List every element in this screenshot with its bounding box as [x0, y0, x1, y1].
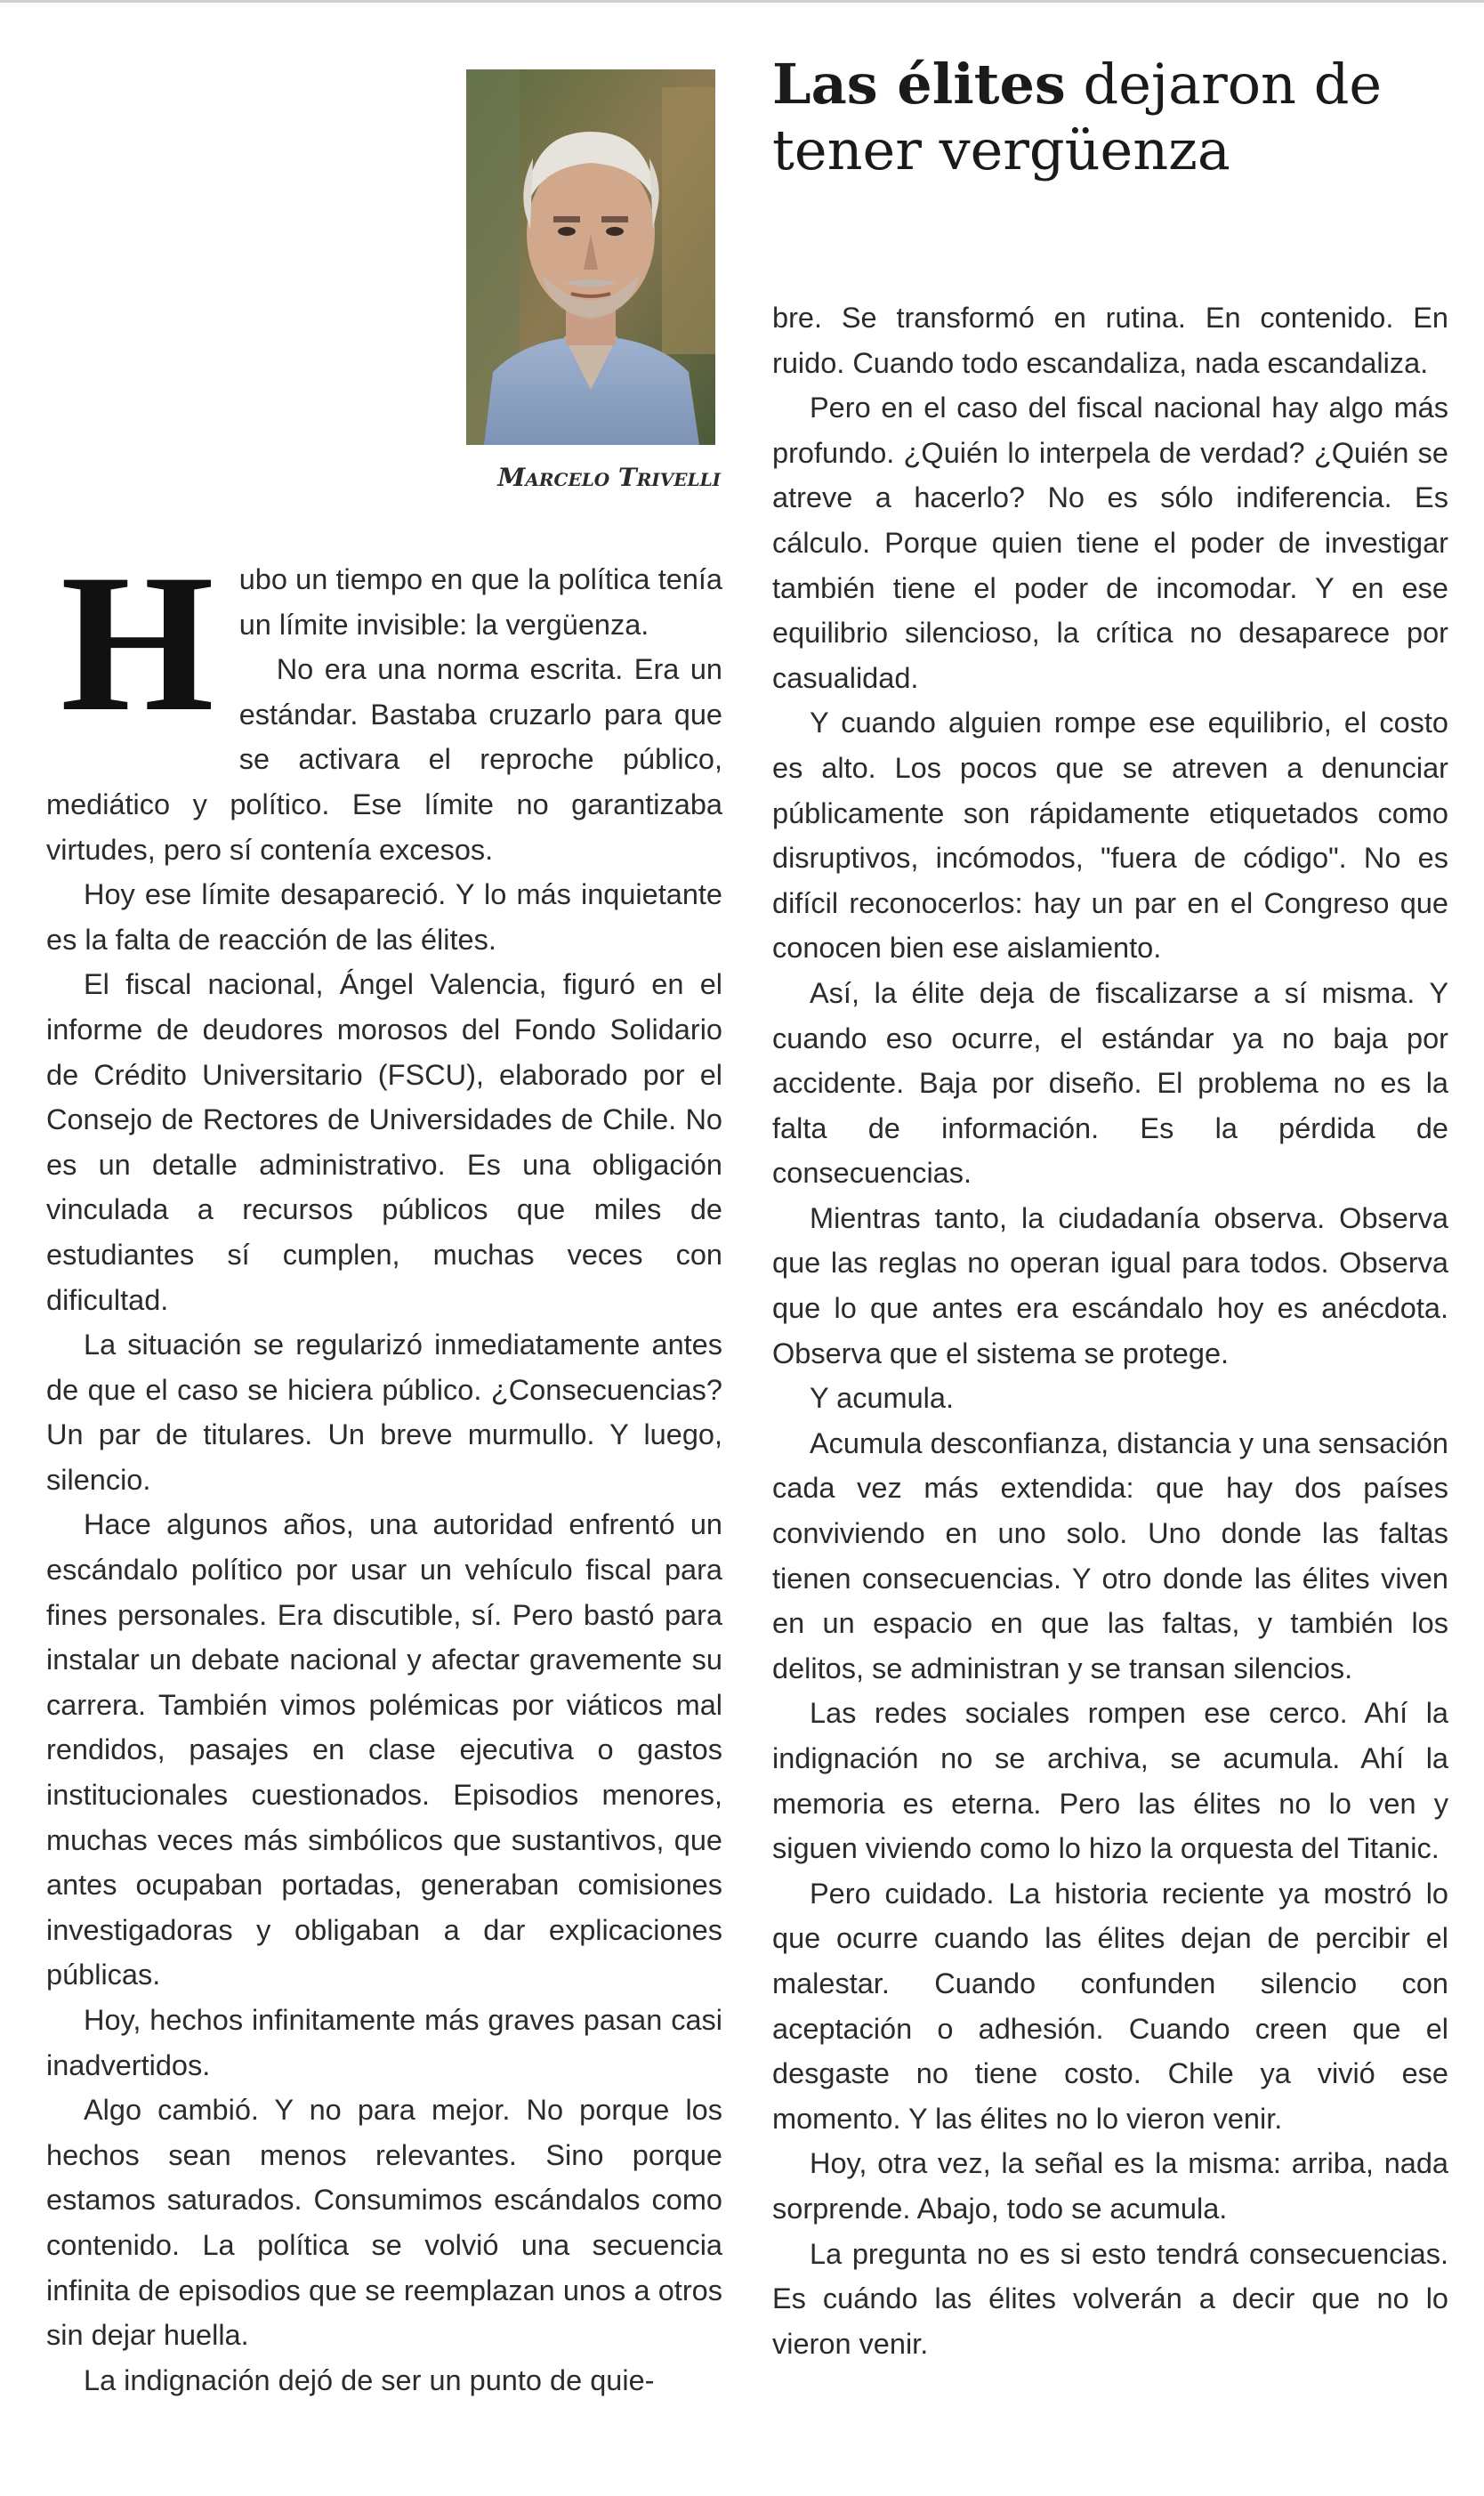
- paragraph: Las redes sociales rompen ese cerco. Ahí la indignación no se archiva, se acumula. Ahí la memoria es eterna. Pero las élites no lo ven y siguen viviendo como lo hizo la orquesta del Titanic.: [772, 1697, 1448, 1865]
- author-name-text: Marcelo Trivelli: [497, 463, 721, 492]
- left-column: [46, 534, 722, 2403]
- paragraph: Y acumula.: [810, 1382, 954, 1415]
- author-name: [466, 463, 721, 492]
- paragraph: El fiscal nacional, Ángel Valencia, figuró en el informe de deudores morosos del Fondo Solidario de Crédito Universitario (FSCU), elaborado por el Consejo de Rectores de Universidades de Chile. No es un detalle administrativo. Es una obligación vinculada a recursos públicos que miles de estudiantes sí cumplen, muchas veces con dificultad.: [46, 968, 722, 1316]
- paragraph: La indignación dejó de ser un punto de quie-: [84, 2363, 655, 2396]
- paragraph: Y cuando alguien rompe ese equilibrio, el costo es alto. Los pocos que se atreven a denunciar públicamente son rápidamente etiquetados como disruptivos, incómodos, "fuera de código". No es difícil reconocerlos: hay un par en el Congreso que conocen bien ese aislamiento.: [772, 707, 1448, 965]
- paragraph: Algo cambió. Y no para mejor. No porque los hechos sean menos relevantes. Sino porque estamos saturados. Consumimos escándalos como contenido. La política se volvió una secuencia infinita de episodios que se reemplazan unos a otros sin dejar huella.: [46, 2094, 722, 2352]
- article-title: [772, 52, 1448, 183]
- author-photo: [466, 69, 715, 445]
- paragraph: No era una norma escrita. Era un estándar. Bastaba cruzarlo para que se activara el reproche público, mediático y político. Ese límite no garantizaba virtudes, pero sí contenía excesos.: [46, 653, 722, 866]
- title-rest: dejaron de tener vergüenza: [772, 52, 1383, 182]
- paragraph: Pero cuidado. La historia reciente ya mostró lo que ocurre cuando las élites dejan de percibir el malestar. Cuando confunden silencio con aceptación o adhesión. Cuando creen que el desgaste no tiene costo. Chile ya vivió ese momento. Y las élites no lo vieron venir.: [772, 1877, 1448, 2135]
- title-bold: Las élites: [772, 52, 1066, 117]
- paragraph: Hoy ese límite desapareció. Y lo más inquietante es la falta de reacción de las élites.: [46, 878, 722, 956]
- drop-cap: H: [60, 534, 214, 753]
- paragraph: Hoy, hechos infinitamente más graves pasan casi inadvertidos.: [46, 2004, 722, 2081]
- paragraph: Mientras tanto, la ciudadanía observa. Observa que las reglas no operan igual para todos. Observa que lo que antes era escándalo hoy es anécdota. Observa que el sistema se protege.: [772, 1201, 1448, 1369]
- paragraph: [46, 534, 722, 753]
- paragraph: Acumula desconfianza, distancia y una sensación cada vez más extendida: que hay dos países conviviendo en uno solo. Uno donde las faltas tienen consecuencias. Y otro donde las élites viven en un espacio en que las faltas, y también los delitos, se administran y se transan silencios.: [772, 1426, 1448, 1684]
- paragraph: La pregunta no es si esto tendrá consecuencias. Es cuándo las élites volverán a decir que no lo vieron venir.: [772, 2237, 1448, 2360]
- paragraph: Hoy, otra vez, la señal es la misma: arriba, nada sorprende. Abajo, todo se acumula.: [772, 2147, 1448, 2225]
- top-border: [0, 0, 1484, 3]
- paragraph: Hace algunos años, una autoridad enfrentó un escándalo político por usar un vehículo fiscal para fines personales. Era discutible, sí. Pero bastó para instalar un debate nacional y afectar gravemente su carrera. También vimos polémicas por viáticos mal rendidos, pasajes en clase ejecutiva o gastos institucionales cuestionados. Episodios menores, muchas veces más simbólicos que sustantivos, que antes ocupaban portadas, generaban comisiones investigadoras y obligaban a dar explicaciones públicas.: [46, 1508, 722, 1991]
- paragraph-text: ubo un tiempo en que la política tenía un límite invisible: la vergüenza.: [238, 563, 722, 641]
- author-portrait-icon: [466, 69, 715, 445]
- paragraph: Pero en el caso del fiscal nacional hay algo más profundo. ¿Quién lo interpela de verdad? ¿Quién se atreve a hacerlo? No es sólo indiferencia. Es cálculo. Porque quien tiene el poder de investigar también tiene el poder de incomodar. Y en ese equilibrio silencioso, la crítica no desaparece por casualidad.: [772, 392, 1448, 694]
- paragraph: bre. Se transformó en rutina. En contenido. En ruido. Cuando todo escandaliza, nada escandaliza.: [772, 302, 1448, 379]
- paragraph: La situación se regularizó inmediatamente antes de que el caso se hiciera público. ¿Consecuencias? Un par de titulares. Un breve murmullo. Y luego, silencio.: [46, 1329, 722, 1496]
- paragraph: Así, la élite deja de fiscalizarse a sí misma. Y cuando eso ocurre, el estándar ya no baja por accidente. Baja por diseño. El problema no es la falta de información. Es la pérdida de consecuencias.: [772, 976, 1448, 1190]
- right-column: [772, 295, 1448, 2366]
